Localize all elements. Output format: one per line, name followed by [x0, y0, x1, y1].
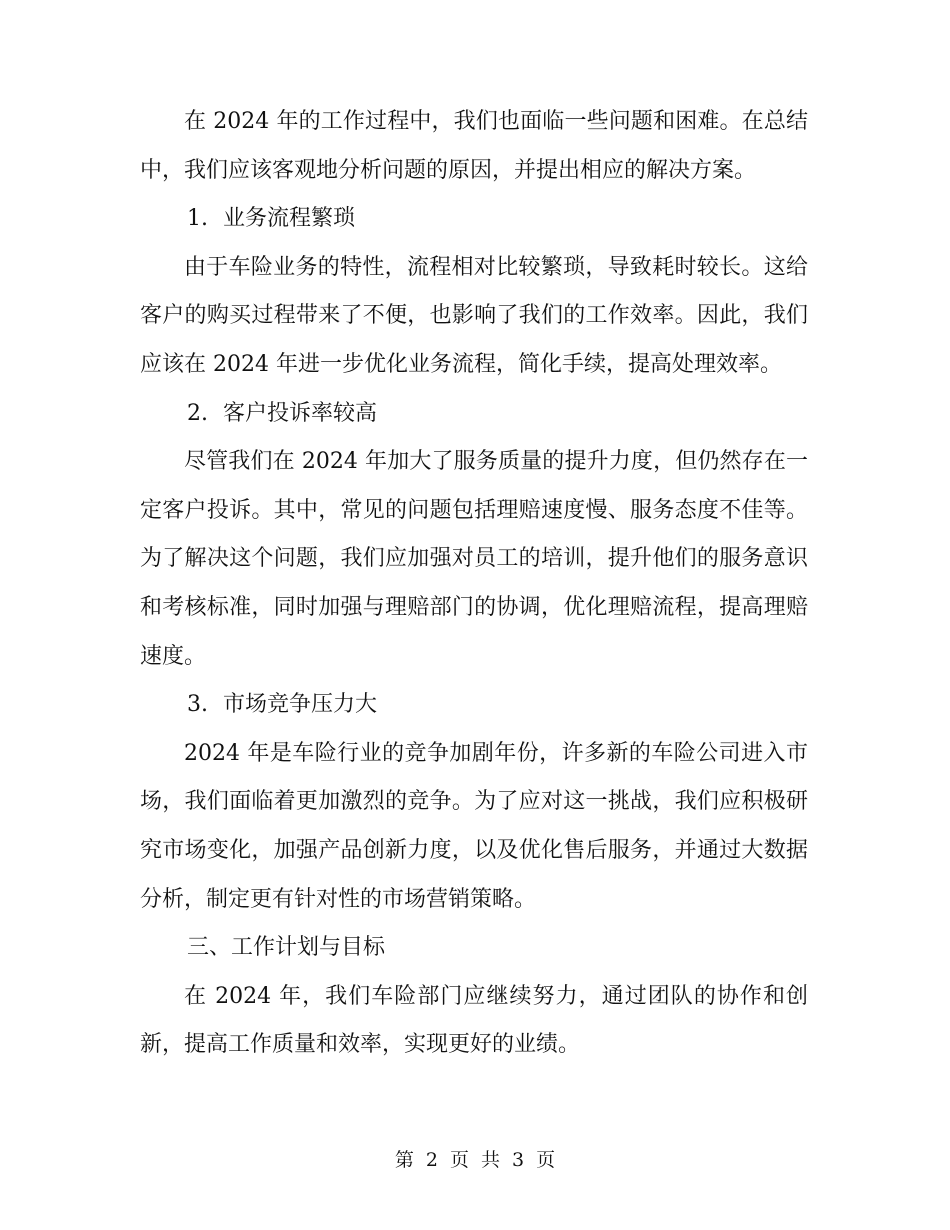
heading-complaint-rate [140, 390, 808, 439]
heading-number: 1. [187, 206, 208, 232]
heading-process-complexity [140, 195, 808, 244]
heading-text: 业务流程繁琐 [223, 206, 356, 232]
process-complexity-paragraph: 由于车险业务的特性，流程相对比较繁琐，导致耗时较长。这给客户的购买过程带来了不便，也影响了我们的工作效率。因此，我们应该在 2024 年进一步优化业务流程，简化手续，提高处理效率。 [140, 254, 808, 377]
page-number-footer: 第 2 页 共 3 页 [394, 1149, 556, 1171]
work-plan-paragraph: 在 2024 年，我们车险部门应继续努力，通过团队的协作和创新，提高工作质量和效率，实现更好的业绩。 [140, 983, 808, 1058]
heading-market-competition [140, 681, 808, 730]
section-heading-work-plan: 三、工作计划与目标 [187, 935, 386, 961]
heading-text: 客户投诉率较高 [223, 400, 378, 426]
complaint-rate-paragraph: 尽管我们在 2024 年加大了服务质量的提升力度，但仍然存在一定客户投诉。其中，常见的问题包括理赔速度慢、服务态度不佳等。为了解决这个问题，我们应加强对员工的培训，提升他们的服务意识和考核标准，同时加强与理赔部门的协调，优化理赔流程，提高理赔速度。 [140, 449, 808, 669]
heading-number: 2. [187, 400, 208, 426]
market-competition-paragraph: 2024 年是车险行业的竞争加剧年份，许多新的车险公司进入市场，我们面临着更加激烈的竞争。为了应对这一挑战，我们应积极研究市场变化，加强产品创新力度，以及优化售后服务，并通过大数据分析，制定更有针对性的市场营销策略。 [140, 740, 808, 912]
document-body [140, 98, 808, 1070]
heading-text: 市场竞争压力大 [223, 692, 378, 718]
heading-number: 3. [187, 692, 208, 718]
intro-paragraph: 在 2024 年的工作过程中，我们也面临一些问题和困难。在总结中，我们应该客观地分析问题的原因，并提出相应的解决方案。 [140, 109, 808, 183]
